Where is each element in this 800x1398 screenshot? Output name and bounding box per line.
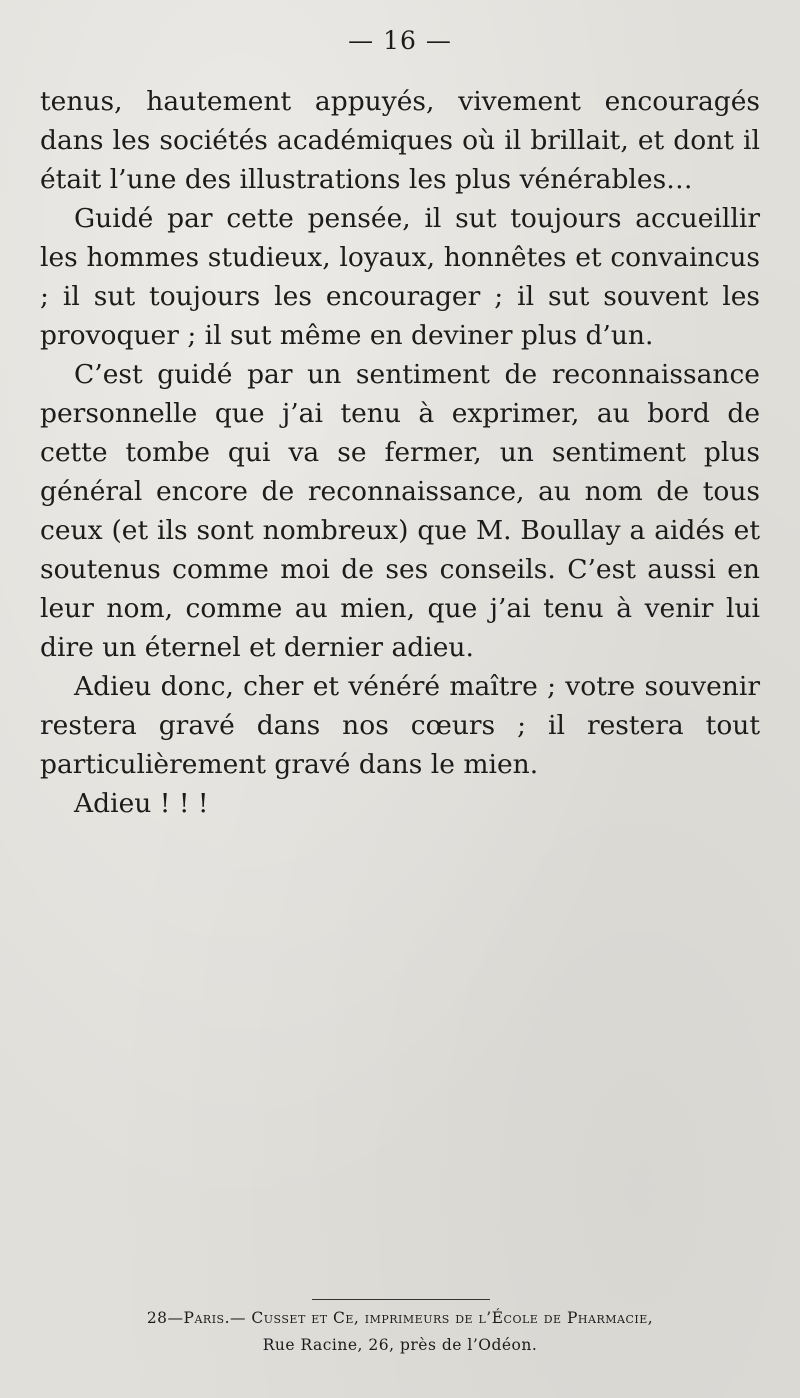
paragraph-3: C’est guidé par un sentiment de reconnaissance personnelle que j’ai tenu à exprimer, au bord de cette tombe qui va se fermer, un sentiment plus général encore de reconnaissance, au nom de tous ceux (et ils sont nombreux) que M. Boullay a aidés et soutenus comme moi de ses conseils. C’est aussi en leur nom, comme au mien, que j’ai tenu à venir lui dire un éternel et dernier adieu. <box>40 359 760 663</box>
page-number: — 16 — <box>348 26 452 55</box>
paragraph-2: Guidé par cette pensée, il sut toujours accueillir les hommes studieux, loyaux, honnêtes et convaincus ; il sut toujours les encourager ; il sut souvent les provoquer ; il sut même en deviner plus d’un. <box>40 203 760 351</box>
paragraph-5: Adieu ! ! ! <box>74 788 209 819</box>
paragraph-4: Adieu donc, cher et vénéré maître ; votre souvenir restera gravé dans nos cœurs ; il restera tout particulièrement gravé dans le mien. <box>40 671 760 780</box>
printer-address: Rue Racine, 26, près de l’Odéon. <box>262 1336 538 1354</box>
footer-rule <box>312 1299 490 1300</box>
printer-imprint: 28—Paris.— Cusset et Ce, imprimeurs de l’École de Pharmacie, <box>146 1309 654 1327</box>
body-text <box>40 82 760 823</box>
paragraph-1: tenus, hautement appuyés, vivement encouragés dans les sociétés académiques où il brillait, et dont il était l’une des illustrations les plus vénérables… <box>40 86 760 195</box>
